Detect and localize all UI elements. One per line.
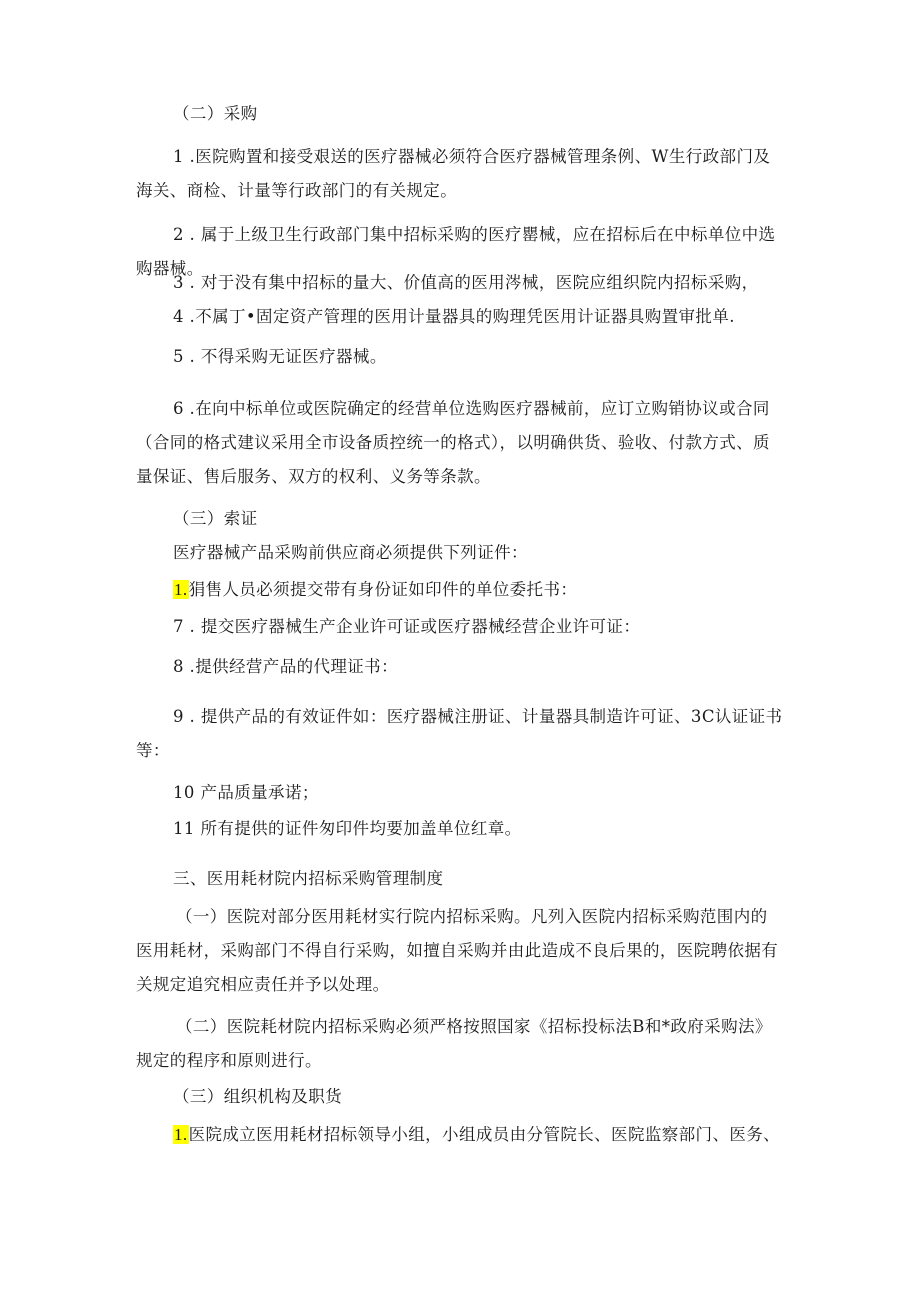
paragraph-item-6: 6 .在向中标单位或医院确定的经营单位选购医疗器械前，应订立购销协议或合同（合同的格式建议采用全市设备质控统一的格式），以明确供货、验收、付款方式、质量保证、售后服务、双方的权利、义务等条款。 [136,399,770,486]
paragraph-cert-item-7: 7 . 提交医疗器械生产企业许可证或医疗器械经营企业许可证： [173,617,641,636]
section-heading-organization: （三）组织机构及职货 [173,1087,342,1106]
paragraph-cert-item-1 [136,573,784,607]
paragraph-organization-item-1 [136,1118,784,1152]
paragraph-cert-item-10: 10 产品质量承诺； [173,783,319,802]
paragraph-item-5: 5 . 不得采购无证医疗器械。 [173,347,387,366]
paragraph-certificates-intro: 医疗器械产品采购前供应商必须提供下列证件： [173,543,528,562]
paragraph-item-4: 4 .不属丁•固定资产管理的医用计量器具的购理凭医用计证器具购置审批单. [173,307,735,326]
section-heading-certificates: （三）索证 [173,509,258,528]
organization-item-1-text: 医院成立医用耗材招标领导小组，小组成员由分管院长、医院监察部门、医务、 [188,1125,781,1144]
paragraph-cert-item-11: 11 所有提供的证件匆印件均要加盖单位红章。 [173,819,522,838]
paragraph-consumables-1: （一）医院对部分医用耗材实行院内招标采购。凡列入医院内招标采购范围内的医用耗材，采购部门不得自行采购，如擅自采购并由此造成不良后果的，医院聘依据有关规定追究相应责任并予以处理。 [136,907,779,994]
paragraph-cert-item-9: 9 . 提供产品的有效证件如：医疗器械注册证、计量器具制造许可证、3C认证证书等： [136,707,783,760]
paragraph-item-2: 2 . 属于上级卫生行政部门集中招标采购的医疗罌械，应在招标后在中标单位中选购器械。 [136,225,776,278]
cert-item-1-text: 狷售人员必须提交带有身份证如印件的单位委托书： [188,580,578,599]
section-heading-procurement: （二）采购 [173,104,258,123]
paragraph-item-1: 1 .医院购置和接受艰送的医疗器械必须符合医疗器械管理条例、W生行政部门及海关、商检、计量等行政部门的有关规定。 [136,147,771,200]
paragraph-cert-item-8: 8 .提供经营产品的代理证书： [173,657,398,676]
section-heading-consumables: 三、医用耗材院内招标采购管理制度 [173,869,444,888]
highlighted-number: 1. [174,580,188,599]
highlighted-number: 1. [174,1125,188,1144]
paragraph-consumables-2: （二）医院耗材院内招标采购必须严格按照国家《招标投标法B和*政府采购法》规定的程序和原则进行。 [136,1017,772,1070]
paragraph-item-3: 3 . 对于没有集中招标的量大、价值高的医用涔械，医院应组织院内招标采购， [173,273,759,292]
